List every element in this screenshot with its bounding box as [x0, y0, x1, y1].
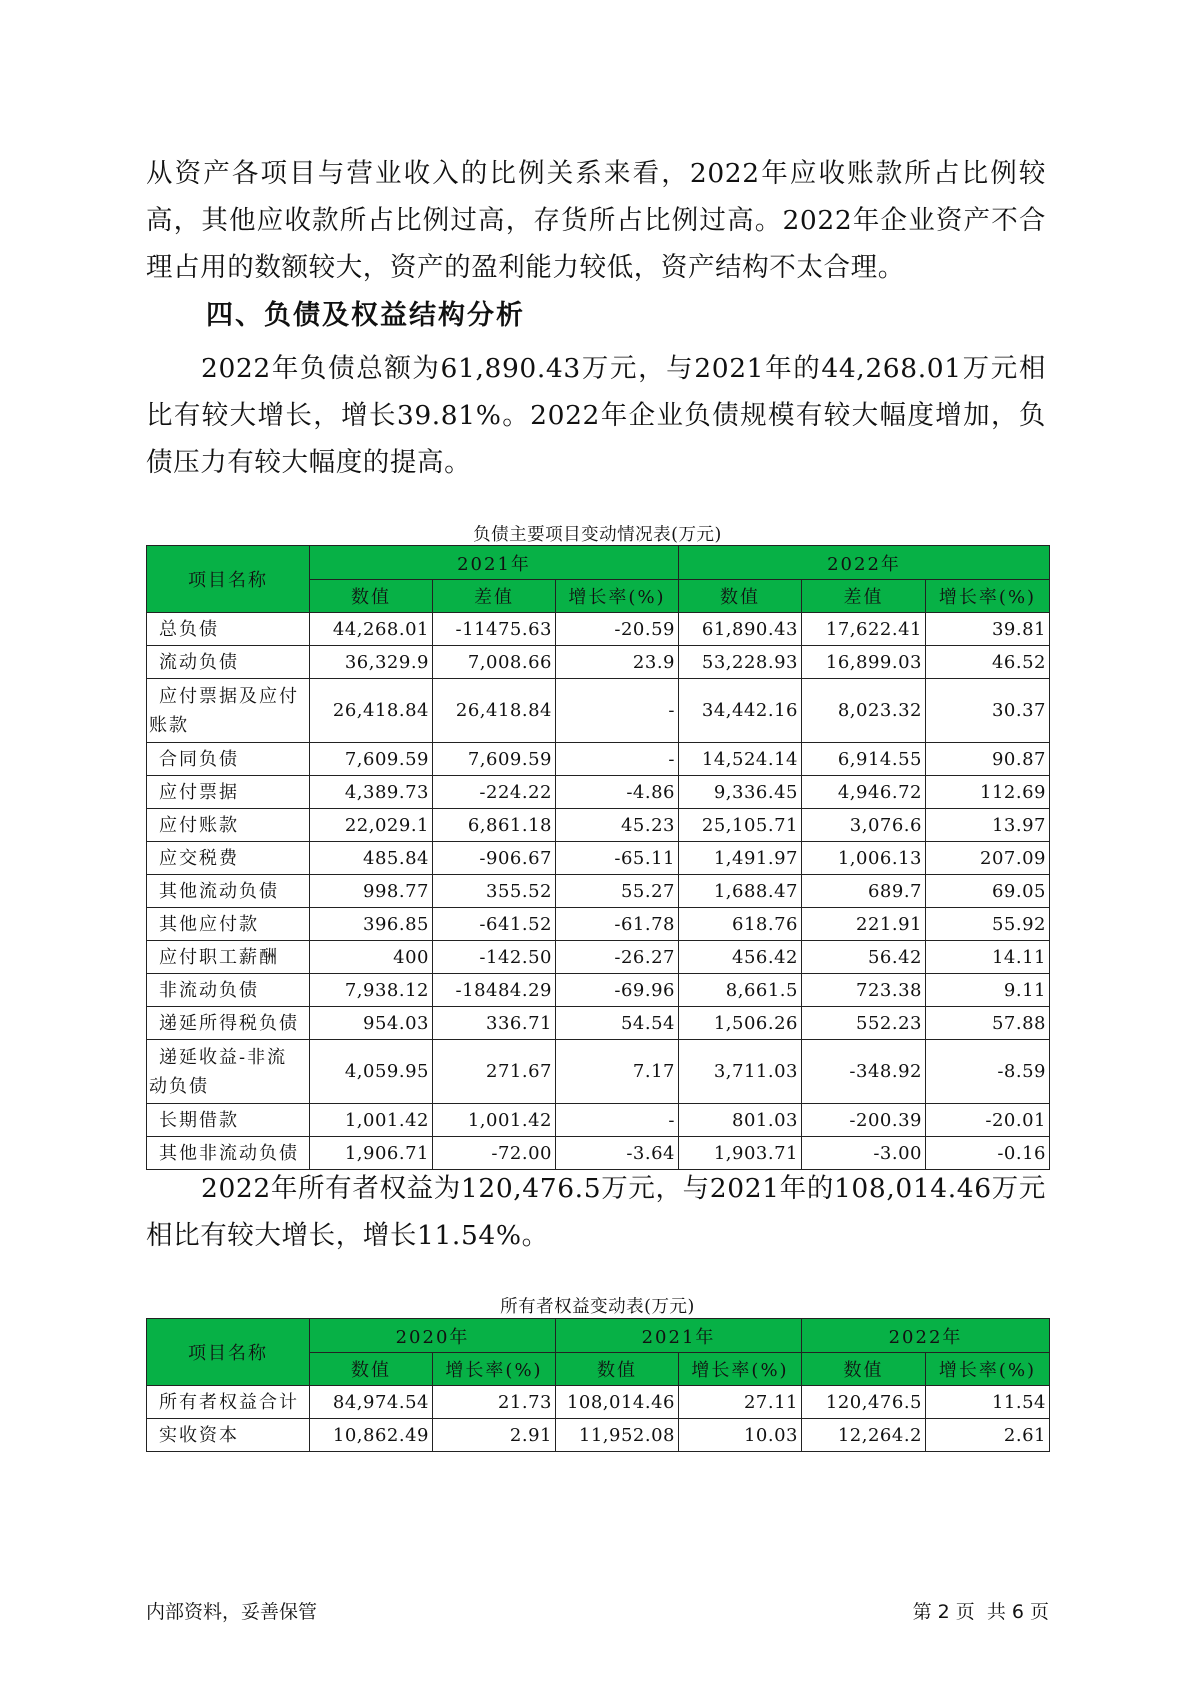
cell-r21: -65.11: [556, 842, 679, 875]
header-year-2022: 2022年: [679, 546, 1050, 580]
cell-v22: 9,336.45: [679, 776, 802, 809]
cell-r21: -4.86: [556, 776, 679, 809]
header-value: 数值: [310, 580, 433, 613]
cell-r21: -69.96: [556, 974, 679, 1007]
paragraph-liability-summary: 2022年负债总额为61,890.43万元，与2021年的44,268.01万元相比有较大增长，增长39.81%。2022年企业负债规模有较大幅度增加，负债压力有较大幅度的提高。: [146, 353, 1046, 478]
header-value: 数值: [679, 580, 802, 613]
table-row: [147, 776, 1050, 809]
liability-table: [146, 545, 1050, 1170]
section-heading: 四、负债及权益结构分析: [206, 300, 525, 331]
cell-v22: 120,476.5: [802, 1386, 926, 1419]
cell-d21: -72.00: [433, 1137, 556, 1170]
cell-r22: 9.11: [926, 974, 1050, 1007]
cell-v21: 108,014.46: [556, 1386, 679, 1419]
table-row: [147, 1104, 1050, 1137]
cell-r21: 45.23: [556, 809, 679, 842]
footer-confidential-note: 内部资料，妥善保管: [146, 1601, 318, 1623]
cell-d21: 7,609.59: [433, 743, 556, 776]
table-row: [147, 908, 1050, 941]
cell-d22: 221.91: [802, 908, 926, 941]
equity-table: [146, 1318, 1050, 1452]
cell-v21: 1,906.71: [310, 1137, 433, 1170]
cell-d21: 336.71: [433, 1007, 556, 1040]
row-item-name: 其他应付款: [147, 908, 310, 941]
cell-v21: 7,609.59: [310, 743, 433, 776]
cell-r22: 13.97: [926, 809, 1050, 842]
cell-r22: 112.69: [926, 776, 1050, 809]
liability-table-body: [147, 613, 1050, 1170]
header-rate: 增长率(%): [926, 580, 1050, 613]
header-year-2020: 2020年: [310, 1319, 556, 1353]
row-item-name: 应付票据: [147, 776, 310, 809]
cell-v21: 4,059.95: [310, 1040, 433, 1104]
cell-v21: 1,001.42: [310, 1104, 433, 1137]
header-rate: 增长率(%): [926, 1353, 1050, 1386]
cell-d22: -348.92: [802, 1040, 926, 1104]
cell-r22: 14.11: [926, 941, 1050, 974]
header-year-2021: 2021年: [556, 1319, 802, 1353]
cell-v22: 1,903.71: [679, 1137, 802, 1170]
cell-r21: -20.59: [556, 613, 679, 646]
header-item-name: 项目名称: [147, 1319, 310, 1386]
cell-r21: 10.03: [679, 1419, 802, 1452]
cell-v22: 1,491.97: [679, 842, 802, 875]
header-year-2021: 2021年: [310, 546, 679, 580]
cell-r22: 207.09: [926, 842, 1050, 875]
header-diff: 差值: [802, 580, 926, 613]
cell-r22: 30.37: [926, 679, 1050, 743]
cell-v22: 8,661.5: [679, 974, 802, 1007]
cell-d21: 7,008.66: [433, 646, 556, 679]
row-item-name: 长期借款: [147, 1104, 310, 1137]
cell-v22: 53,228.93: [679, 646, 802, 679]
cell-r21: -61.78: [556, 908, 679, 941]
row-item-name: 应付账款: [147, 809, 310, 842]
header-item-name: 项目名称: [147, 546, 310, 613]
cell-v22: 34,442.16: [679, 679, 802, 743]
cell-d22: -200.39: [802, 1104, 926, 1137]
cell-r22: 46.52: [926, 646, 1050, 679]
table-row: [147, 974, 1050, 1007]
cell-r21: 23.9: [556, 646, 679, 679]
table-row: [147, 1007, 1050, 1040]
cell-r22: 90.87: [926, 743, 1050, 776]
cell-v21: 4,389.73: [310, 776, 433, 809]
cell-v21: 11,952.08: [556, 1419, 679, 1452]
table-row: [147, 842, 1050, 875]
cell-v22: 12,264.2: [802, 1419, 926, 1452]
cell-v20: 84,974.54: [310, 1386, 433, 1419]
cell-d22: 6,914.55: [802, 743, 926, 776]
cell-v22: 25,105.71: [679, 809, 802, 842]
cell-r22: -20.01: [926, 1104, 1050, 1137]
cell-v22: 3,711.03: [679, 1040, 802, 1104]
cell-r20: 2.91: [433, 1419, 556, 1452]
header-year-2022: 2022年: [802, 1319, 1050, 1353]
cell-r22: 57.88: [926, 1007, 1050, 1040]
cell-v21: 7,938.12: [310, 974, 433, 1007]
cell-v21: 44,268.01: [310, 613, 433, 646]
cell-d22: 16,899.03: [802, 646, 926, 679]
cell-r21: -: [556, 743, 679, 776]
cell-d22: 552.23: [802, 1007, 926, 1040]
row-item-name: 合同负债: [147, 743, 310, 776]
cell-d22: 723.38: [802, 974, 926, 1007]
cell-r21: 55.27: [556, 875, 679, 908]
table-row: [147, 743, 1050, 776]
paragraph-equity-summary: 2022年所有者权益为120,476.5万元，与2021年的108,014.46万元相比有较大增长，增长11.54%。: [146, 1173, 1046, 1251]
equity-table-caption: 所有者权益变动表(万元): [500, 1297, 695, 1317]
liability-table-caption: 负债主要项目变动情况表(万元): [473, 525, 722, 545]
cell-v21: 954.03: [310, 1007, 433, 1040]
row-item-name: 所有者权益合计: [147, 1386, 310, 1419]
cell-d22: -3.00: [802, 1137, 926, 1170]
cell-v21: 485.84: [310, 842, 433, 875]
cell-v21: 36,329.9: [310, 646, 433, 679]
cell-d22: 3,076.6: [802, 809, 926, 842]
row-item-name: 递延所得税负债: [147, 1007, 310, 1040]
header-rate: 增长率(%): [433, 1353, 556, 1386]
header-diff: 差值: [433, 580, 556, 613]
cell-r22: 69.05: [926, 875, 1050, 908]
cell-v21: 998.77: [310, 875, 433, 908]
header-value: 数值: [802, 1353, 926, 1386]
header-value: 数值: [310, 1353, 433, 1386]
cell-d21: -142.50: [433, 941, 556, 974]
cell-d21: 6,861.18: [433, 809, 556, 842]
row-item-name: 其他非流动负债: [147, 1137, 310, 1170]
cell-r21: 7.17: [556, 1040, 679, 1104]
cell-r21: 27.11: [679, 1386, 802, 1419]
cell-v22: 1,688.47: [679, 875, 802, 908]
header-rate: 增长率(%): [556, 580, 679, 613]
paragraph-asset-summary: 从资产各项目与营业收入的比例关系来看，2022年应收账款所占比例较高，其他应收款所占比例过高，存货所占比例过高。2022年企业资产不合理占用的数额较大，资产的盈利能力较低，资产结构不太合理。: [146, 158, 1046, 283]
cell-r21: -3.64: [556, 1137, 679, 1170]
cell-r21: -26.27: [556, 941, 679, 974]
cell-d21: 26,418.84: [433, 679, 556, 743]
header-value: 数值: [556, 1353, 679, 1386]
cell-r22: -8.59: [926, 1040, 1050, 1104]
cell-d21: -18484.29: [433, 974, 556, 1007]
row-item-name: 流动负债: [147, 646, 310, 679]
cell-r22: 2.61: [926, 1419, 1050, 1452]
cell-v22: 801.03: [679, 1104, 802, 1137]
row-item-name: 其他流动负债: [147, 875, 310, 908]
row-item-name: 实收资本: [147, 1419, 310, 1452]
table-row: [147, 809, 1050, 842]
cell-r21: 54.54: [556, 1007, 679, 1040]
cell-r21: -: [556, 679, 679, 743]
row-item-name: 应付职工薪酬: [147, 941, 310, 974]
row-item-name: 应付票据及应付账款: [147, 679, 310, 743]
cell-d21: -906.67: [433, 842, 556, 875]
cell-d22: 1,006.13: [802, 842, 926, 875]
footer-page-number: 第 2 页 共 6 页: [912, 1601, 1049, 1623]
table-row: [147, 1386, 1050, 1419]
cell-v22: 618.76: [679, 908, 802, 941]
cell-d22: 56.42: [802, 941, 926, 974]
cell-d21: -641.52: [433, 908, 556, 941]
cell-d22: 8,023.32: [802, 679, 926, 743]
cell-v21: 400: [310, 941, 433, 974]
table-row: [147, 941, 1050, 974]
table-row: [147, 613, 1050, 646]
cell-d21: 1,001.42: [433, 1104, 556, 1137]
table-row: [147, 1040, 1050, 1104]
row-item-name: 非流动负债: [147, 974, 310, 1007]
cell-d21: 271.67: [433, 1040, 556, 1104]
cell-d21: 355.52: [433, 875, 556, 908]
cell-r22: 55.92: [926, 908, 1050, 941]
table-row: [147, 679, 1050, 743]
cell-r20: 21.73: [433, 1386, 556, 1419]
cell-d22: 17,622.41: [802, 613, 926, 646]
cell-v22: 61,890.43: [679, 613, 802, 646]
table-row: [147, 1419, 1050, 1452]
cell-r22: 39.81: [926, 613, 1050, 646]
cell-d21: -11475.63: [433, 613, 556, 646]
header-rate: 增长率(%): [679, 1353, 802, 1386]
table-row: [147, 875, 1050, 908]
cell-v22: 14,524.14: [679, 743, 802, 776]
cell-v22: 1,506.26: [679, 1007, 802, 1040]
cell-d21: -224.22: [433, 776, 556, 809]
cell-v21: 396.85: [310, 908, 433, 941]
cell-v20: 10,862.49: [310, 1419, 433, 1452]
cell-r21: -: [556, 1104, 679, 1137]
equity-table-body: [147, 1386, 1050, 1452]
row-item-name: 递延收益-非流动负债: [147, 1040, 310, 1104]
cell-v22: 456.42: [679, 941, 802, 974]
row-item-name: 应交税费: [147, 842, 310, 875]
cell-v21: 26,418.84: [310, 679, 433, 743]
row-item-name: 总负债: [147, 613, 310, 646]
cell-v21: 22,029.1: [310, 809, 433, 842]
cell-r22: -0.16: [926, 1137, 1050, 1170]
cell-r22: 11.54: [926, 1386, 1050, 1419]
cell-d22: 689.7: [802, 875, 926, 908]
table-row: [147, 646, 1050, 679]
cell-d22: 4,946.72: [802, 776, 926, 809]
